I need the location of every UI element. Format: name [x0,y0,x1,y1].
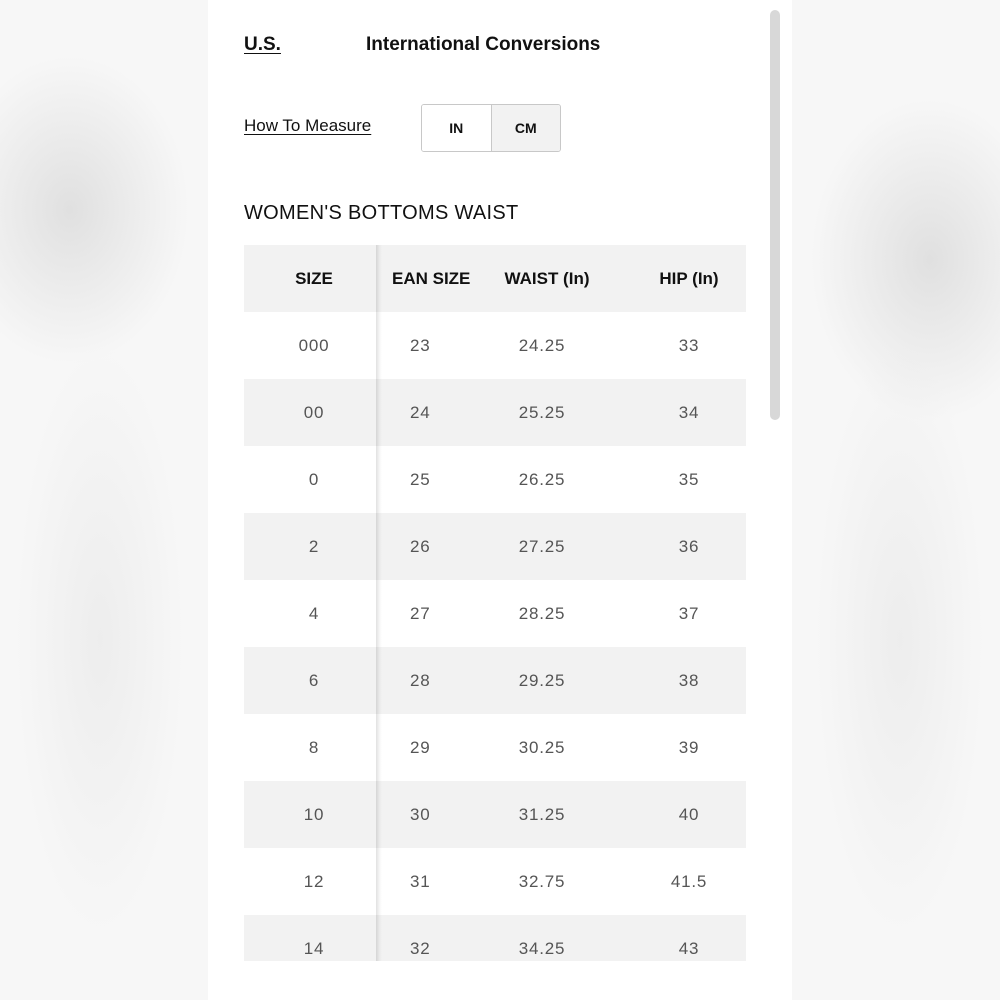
section-title: WOMEN'S BOTTOMS WAIST [244,202,519,224]
table-row [244,446,746,513]
cell-hip: 41.5 [612,848,746,915]
column-header-ean-size: EAN SIZE [384,245,472,312]
cell-hip: 39 [612,714,746,781]
size-table [244,245,746,961]
column-header-hip: HIP (In) [612,245,746,312]
table-row [244,513,746,580]
cell-waist: 26.25 [472,446,612,513]
cell-waist: 31.25 [472,781,612,848]
cell-size: 14 [244,915,384,961]
cell-ean-size: 32 [384,915,472,961]
cell-ean-size: 30 [384,781,472,848]
table-row [244,647,746,714]
column-header-waist: WAIST (In) [472,245,612,312]
table-row [244,714,746,781]
cell-hip: 33 [612,312,746,379]
cell-hip: 37 [612,580,746,647]
tab-international-conversions[interactable]: International Conversions [366,34,601,55]
panel-scrollbar[interactable] [770,10,780,420]
cell-hip: 34 [612,379,746,446]
cell-size: 000 [244,312,384,379]
column-header-size: SIZE [244,245,384,312]
cell-hip: 35 [612,446,746,513]
cell-waist: 29.25 [472,647,612,714]
table-row [244,580,746,647]
cell-size: 6 [244,647,384,714]
table-body [244,312,746,961]
cell-hip: 43 [612,915,746,961]
cell-ean-size: 31 [384,848,472,915]
cell-size: 00 [244,379,384,446]
cell-waist: 25.25 [472,379,612,446]
table-row [244,781,746,848]
cell-waist: 34.25 [472,915,612,961]
table-row [244,915,746,961]
unit-toggle [421,104,561,152]
cell-size: 8 [244,714,384,781]
size-table-container[interactable] [244,245,746,961]
cell-ean-size: 29 [384,714,472,781]
tab-us[interactable]: U.S. [244,34,281,55]
cell-size: 2 [244,513,384,580]
cell-waist: 27.25 [472,513,612,580]
how-to-measure-link[interactable]: How To Measure [244,116,372,135]
cell-ean-size: 24 [384,379,472,446]
cell-size: 0 [244,446,384,513]
cell-waist: 30.25 [472,714,612,781]
cell-size: 12 [244,848,384,915]
unit-in-button[interactable]: IN [422,105,492,151]
cell-ean-size: 25 [384,446,472,513]
cell-ean-size: 23 [384,312,472,379]
cell-waist: 28.25 [472,580,612,647]
cell-hip: 38 [612,647,746,714]
cell-hip: 40 [612,781,746,848]
cell-size: 10 [244,781,384,848]
table-header-row [244,245,746,312]
cell-ean-size: 27 [384,580,472,647]
unit-cm-button[interactable]: CM [492,105,561,151]
cell-ean-size: 28 [384,647,472,714]
cell-waist: 24.25 [472,312,612,379]
table-row [244,312,746,379]
cell-ean-size: 26 [384,513,472,580]
cell-waist: 32.75 [472,848,612,915]
table-row [244,379,746,446]
cell-hip: 36 [612,513,746,580]
cell-size: 4 [244,580,384,647]
table-row [244,848,746,915]
